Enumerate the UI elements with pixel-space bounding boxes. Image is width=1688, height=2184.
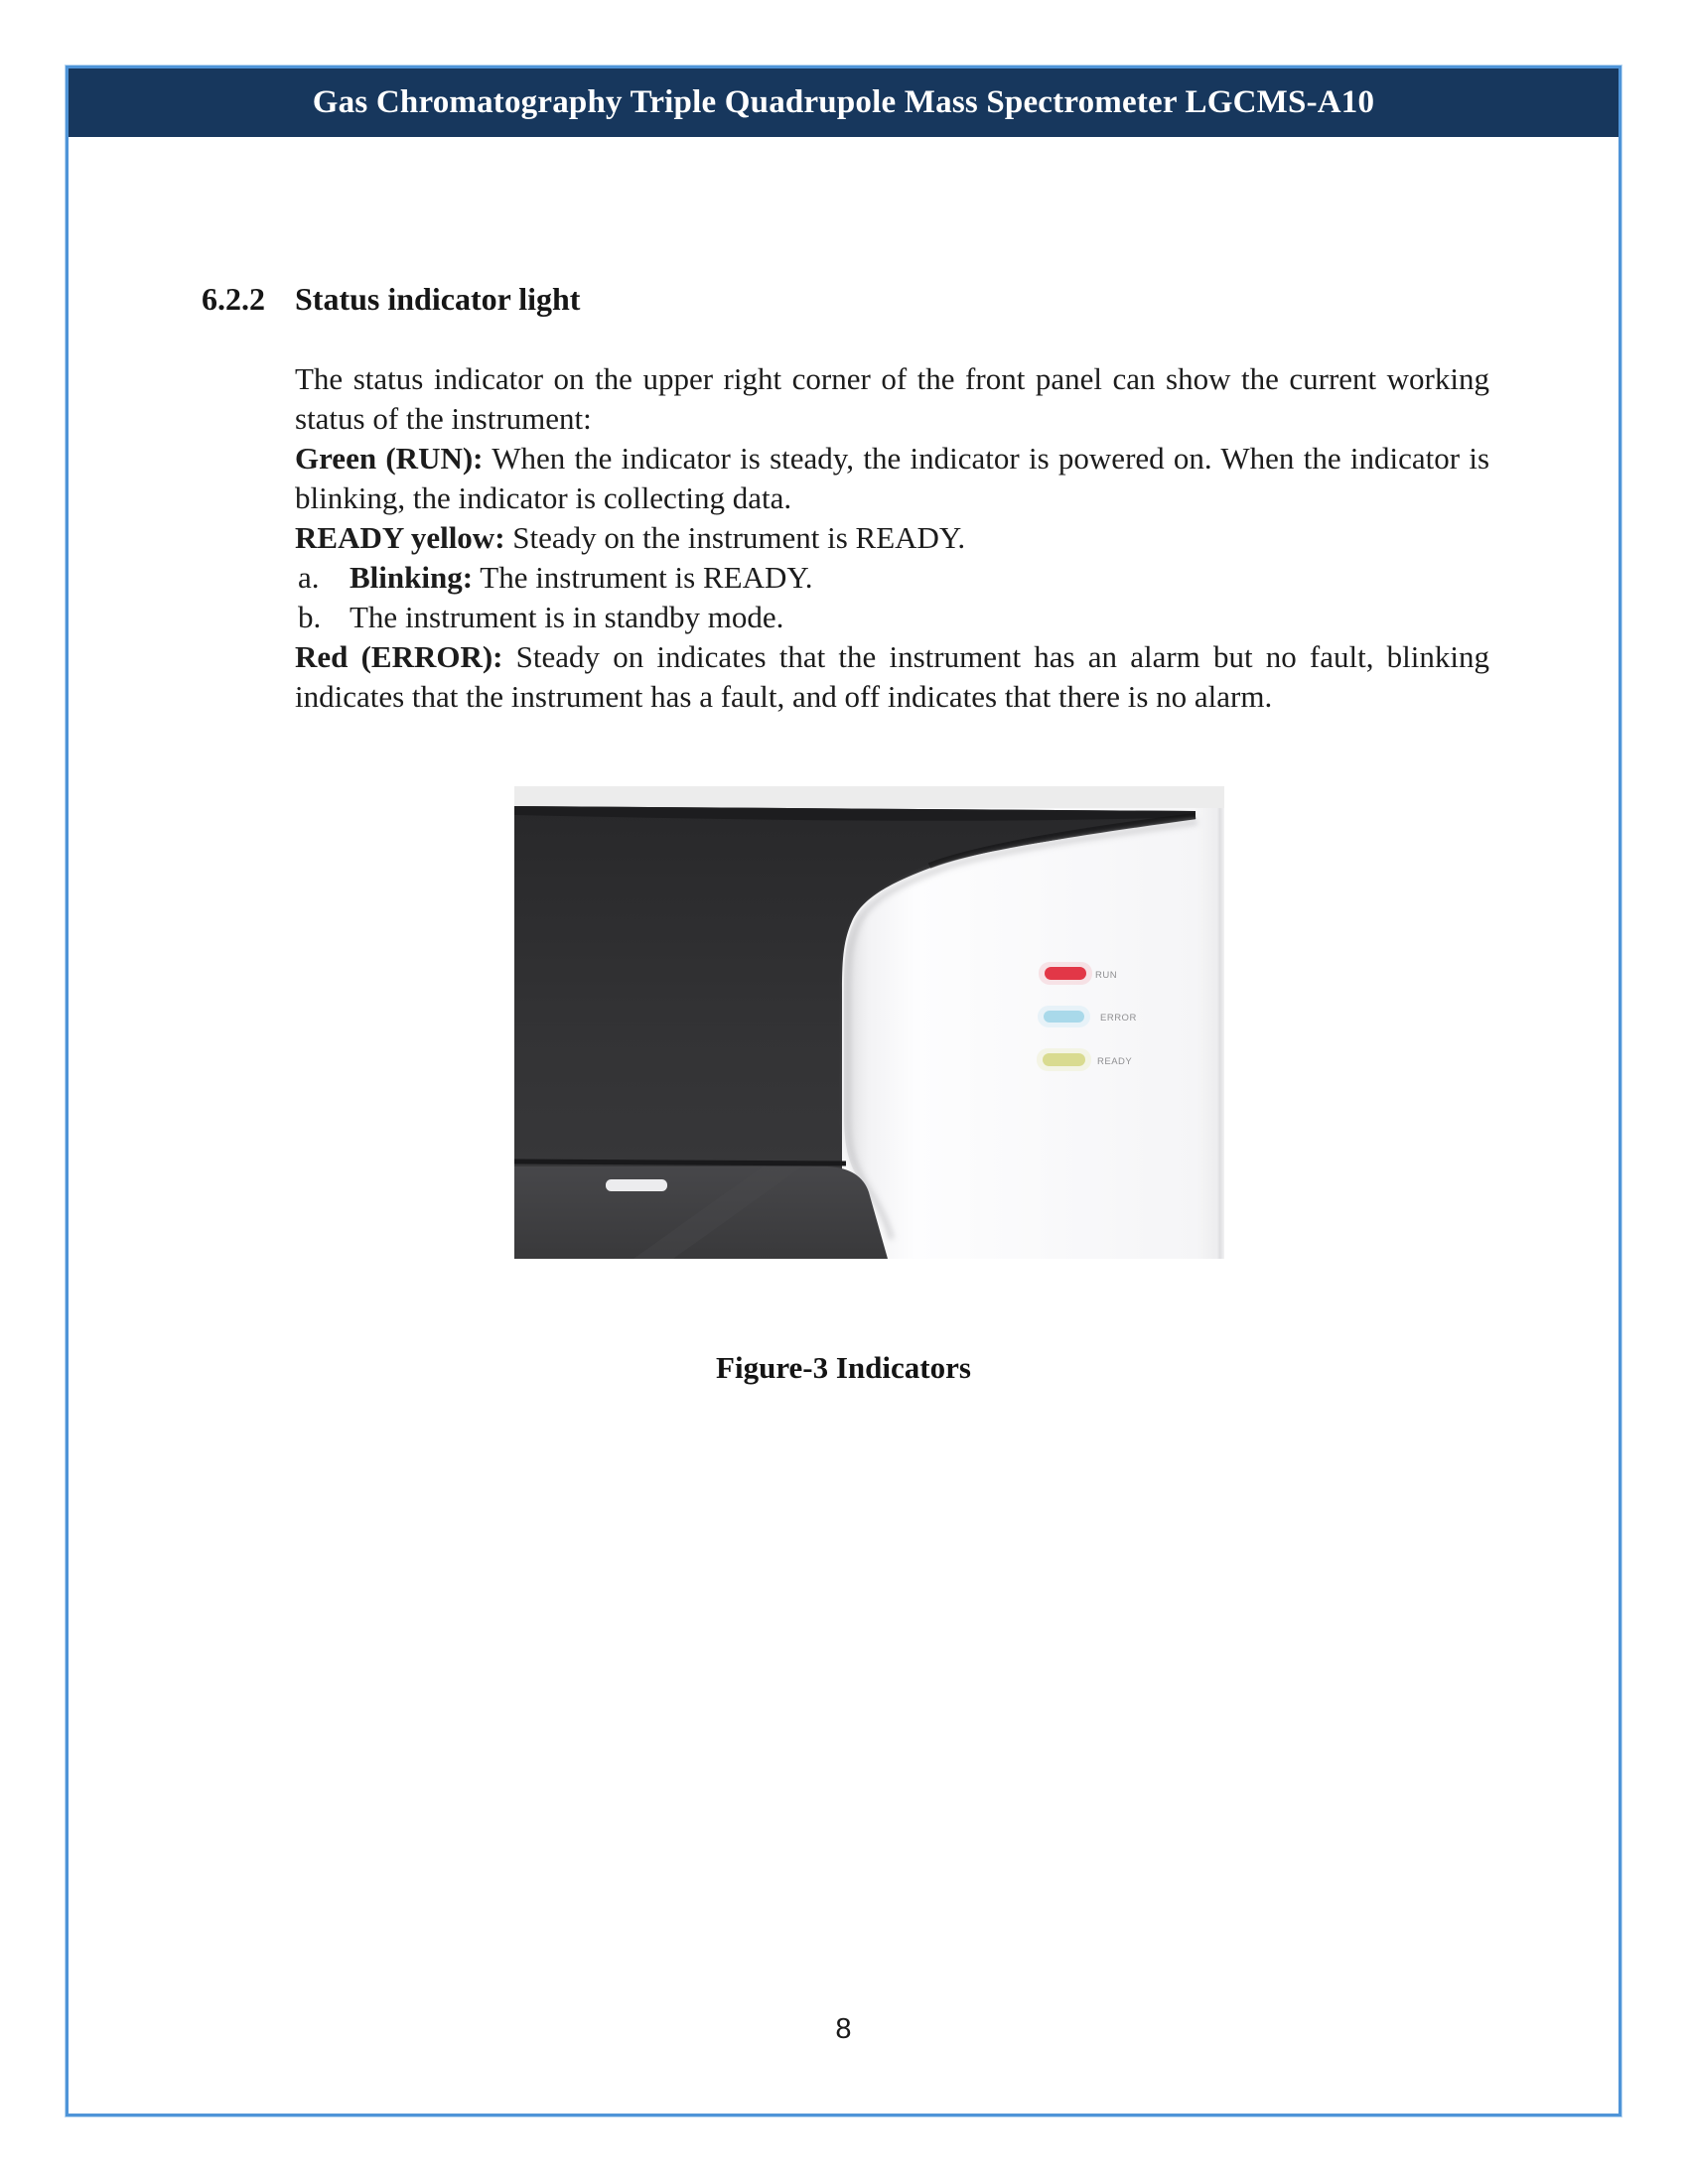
list-item-b-marker: b.	[298, 600, 322, 634]
page-header	[69, 68, 1618, 137]
paragraph-red-error	[295, 637, 1489, 717]
instrument-photo	[514, 786, 1224, 1259]
paragraph-red-error-text: Steady on indicates that the instrument has an alarm but no fault, blinking indicates that the instrument has a fault, and off indicates that there is no alarm.	[295, 639, 1490, 714]
list-item-b-content	[350, 598, 783, 637]
section-heading	[202, 281, 580, 318]
error-indicator-light	[1044, 1011, 1084, 1023]
paragraph-intro	[295, 359, 1489, 439]
paragraph-green-run-text: When the indicator is steady, the indicator is powered on. When the indicator is blinking, the indicator is collecting data.	[295, 441, 1490, 515]
paragraph-ready-yellow	[295, 518, 1489, 558]
run-indicator-label: RUN	[1095, 970, 1118, 981]
list-item-a-text: The instrument is READY.	[473, 560, 813, 595]
run-indicator-light	[1045, 967, 1086, 980]
list-item-b-text: The instrument is in standby mode.	[350, 600, 784, 634]
list-item-a-lead: Blinking:	[350, 560, 474, 595]
list-item-a	[295, 558, 1489, 598]
page-number: 8	[835, 2013, 852, 2045]
instrument-top-band	[514, 786, 1224, 808]
section-number: 6.2.2	[202, 281, 265, 317]
page	[66, 66, 1621, 2116]
list-item-a-marker: a.	[298, 560, 320, 595]
ready-indicator-label: READY	[1097, 1056, 1133, 1067]
photo-right-edge-shading	[1196, 786, 1224, 1259]
paragraph-ready-yellow-text: Steady on the instrument is READY.	[504, 520, 966, 555]
document-title: Gas Chromatography Triple Quadrupole Mass Spectrometer LGCMS-A10	[312, 84, 1375, 120]
paragraph-intro-text: The status indicator on the upper right corner of the front panel can show the current working status of the instrument:	[295, 361, 1489, 436]
list-item-a-content	[350, 558, 813, 598]
instrument-photo-svg	[514, 786, 1224, 1259]
paragraph-red-error-lead: Red (ERROR):	[295, 639, 503, 674]
section-title: Status indicator light	[295, 281, 581, 317]
drawer-handle	[606, 1179, 667, 1191]
paragraph-green-run-lead: Green (RUN):	[295, 441, 484, 476]
error-indicator-label: ERROR	[1100, 1013, 1137, 1024]
section-body	[295, 359, 1489, 717]
drawer-separation-line	[514, 1161, 846, 1163]
list-item-b	[295, 598, 1489, 637]
figure-caption: Figure-3 Indicators	[716, 1350, 971, 1385]
ready-indicator-light	[1043, 1053, 1085, 1066]
paragraph-green-run	[295, 439, 1489, 518]
paragraph-ready-yellow-lead: READY yellow:	[295, 520, 505, 555]
